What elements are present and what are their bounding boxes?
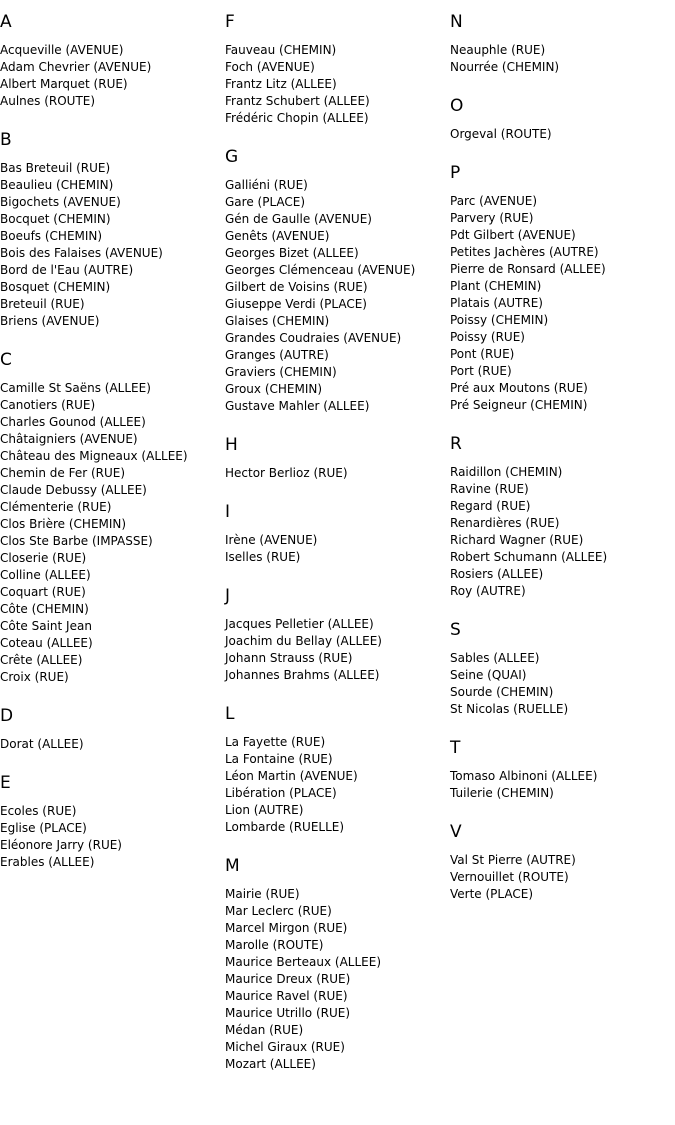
street-list-item: Ravine (RUE) bbox=[450, 482, 529, 496]
letter-section bbox=[225, 12, 450, 127]
street-list-item: Frédéric Chopin (ALLEE) bbox=[225, 111, 369, 125]
street-list bbox=[450, 464, 675, 600]
street-list-item: Irène (AVENUE) bbox=[225, 533, 318, 547]
street-list-item: Bosquet (CHEMIN) bbox=[0, 280, 111, 294]
street-list-item: Poissy (CHEMIN) bbox=[450, 313, 549, 327]
street-list-item: St Nicolas (RUELLE) bbox=[450, 702, 569, 716]
street-list-item: Sables (ALLEE) bbox=[450, 651, 540, 665]
section-letter-heading: A bbox=[0, 12, 12, 32]
street-list-item: Georges Bizet (ALLEE) bbox=[225, 246, 359, 260]
street-list-item: Canotiers (RUE) bbox=[0, 398, 96, 412]
section-letter-heading: F bbox=[225, 12, 235, 32]
section-letter-heading: I bbox=[225, 502, 231, 522]
letter-section bbox=[450, 822, 675, 903]
street-list-item: Robert Schumann (ALLEE) bbox=[450, 550, 608, 564]
street-list-item: Bocquet (CHEMIN) bbox=[0, 212, 111, 226]
street-list-item: Grandes Coudraies (AVENUE) bbox=[225, 331, 402, 345]
street-list-item: Closerie (RUE) bbox=[0, 551, 87, 565]
street-list-item: Charles Gounod (ALLEE) bbox=[0, 415, 146, 429]
street-list-item: Foch (AVENUE) bbox=[225, 60, 315, 74]
street-list-item: Roy (AUTRE) bbox=[450, 584, 526, 598]
street-list-item: Renardières (RUE) bbox=[450, 516, 560, 530]
section-letter-heading: C bbox=[0, 350, 12, 370]
street-list-item: Groux (CHEMIN) bbox=[225, 382, 323, 396]
street-list-item: Neauphle (RUE) bbox=[450, 43, 546, 57]
street-list bbox=[225, 616, 450, 684]
street-list-item: Giuseppe Verdi (PLACE) bbox=[225, 297, 367, 311]
street-list-item: Michel Giraux (RUE) bbox=[225, 1040, 345, 1054]
street-list-item: Poissy (RUE) bbox=[450, 330, 525, 344]
street-list-item: Adam Chevrier (AVENUE) bbox=[0, 60, 152, 74]
section-letter-heading: O bbox=[450, 96, 464, 116]
section-letter-heading: N bbox=[450, 12, 463, 32]
section-letter-heading: P bbox=[450, 163, 461, 183]
street-list-item: Gilbert de Voisins (RUE) bbox=[225, 280, 368, 294]
street-list-item: Colline (ALLEE) bbox=[0, 568, 91, 582]
letter-section bbox=[225, 704, 450, 836]
street-list-item: Regard (RUE) bbox=[450, 499, 531, 513]
section-letter-heading: D bbox=[0, 706, 14, 726]
street-list bbox=[225, 532, 450, 566]
street-list bbox=[450, 42, 675, 76]
index-column bbox=[450, 0, 675, 923]
letter-section bbox=[450, 434, 675, 600]
street-list bbox=[0, 803, 225, 871]
street-list bbox=[0, 160, 225, 330]
street-list-item: Pré aux Moutons (RUE) bbox=[450, 381, 588, 395]
street-list-item: Coteau (ALLEE) bbox=[0, 636, 93, 650]
street-list-item: Maurice Utrillo (RUE) bbox=[225, 1006, 351, 1020]
street-list-item: Richard Wagner (RUE) bbox=[450, 533, 584, 547]
street-list-item: Seine (QUAI) bbox=[450, 668, 527, 682]
street-list-item: Petites Jachères (AUTRE) bbox=[450, 245, 599, 259]
street-list bbox=[225, 177, 450, 415]
street-list-item: Clémenterie (RUE) bbox=[0, 500, 112, 514]
street-list-item: Croix (RUE) bbox=[0, 670, 69, 684]
section-letter-heading: V bbox=[450, 822, 462, 842]
street-list-item: Maurice Ravel (RUE) bbox=[225, 989, 348, 1003]
street-list-item: Plant (CHEMIN) bbox=[450, 279, 542, 293]
letter-section bbox=[0, 350, 225, 686]
street-list-item: Ecoles (RUE) bbox=[0, 804, 77, 818]
street-list-item: Albert Marquet (RUE) bbox=[0, 77, 128, 91]
street-list-item: Georges Clémenceau (AVENUE) bbox=[225, 263, 416, 277]
street-list-item: Beaulieu (CHEMIN) bbox=[0, 178, 114, 192]
street-list bbox=[450, 852, 675, 903]
street-list-item: Joachim du Bellay (ALLEE) bbox=[225, 634, 382, 648]
street-list-item: Châtaigniers (AVENUE) bbox=[0, 432, 138, 446]
street-list-item: Tuilerie (CHEMIN) bbox=[450, 786, 554, 800]
street-list-item: Galliéni (RUE) bbox=[225, 178, 308, 192]
street-list-item: Iselles (RUE) bbox=[225, 550, 301, 564]
index-column bbox=[0, 0, 225, 891]
street-list-item: Aulnes (ROUTE) bbox=[0, 94, 96, 108]
letter-section bbox=[450, 620, 675, 718]
street-list-item: Raidillon (CHEMIN) bbox=[450, 465, 563, 479]
letter-section bbox=[225, 586, 450, 684]
section-letter-heading: T bbox=[450, 738, 461, 758]
street-list-item: Nourrée (CHEMIN) bbox=[450, 60, 560, 74]
street-list-item: Gén de Gaulle (AVENUE) bbox=[225, 212, 372, 226]
letter-section bbox=[450, 738, 675, 802]
street-list bbox=[0, 380, 225, 686]
street-list-item: Frantz Schubert (ALLEE) bbox=[225, 94, 370, 108]
street-list-item: Boeufs (CHEMIN) bbox=[0, 229, 103, 243]
section-letter-heading: J bbox=[225, 586, 231, 606]
street-list bbox=[225, 734, 450, 836]
street-list bbox=[450, 768, 675, 802]
street-list-item: Chemin de Fer (RUE) bbox=[0, 466, 126, 480]
letter-section bbox=[0, 773, 225, 871]
letter-section bbox=[225, 147, 450, 415]
street-list-item: Coquart (RUE) bbox=[0, 585, 86, 599]
street-list-item: Pierre de Ronsard (ALLEE) bbox=[450, 262, 606, 276]
street-list-item: La Fayette (RUE) bbox=[225, 735, 326, 749]
street-list bbox=[0, 736, 225, 753]
section-letter-heading: M bbox=[225, 856, 240, 876]
section-letter-heading: S bbox=[450, 620, 461, 640]
street-list-item: Marcel Mirgon (RUE) bbox=[225, 921, 348, 935]
street-list-item: Acqueville (AVENUE) bbox=[0, 43, 124, 57]
letter-section bbox=[450, 163, 675, 414]
street-list-item: Port (RUE) bbox=[450, 364, 512, 378]
street-list-item: Bigochets (AVENUE) bbox=[0, 195, 121, 209]
section-letter-heading: R bbox=[450, 434, 462, 454]
street-list-item: Granges (AUTRE) bbox=[225, 348, 329, 362]
section-letter-heading: E bbox=[0, 773, 11, 793]
index-column bbox=[225, 0, 450, 1093]
street-list-item: Pont (RUE) bbox=[450, 347, 515, 361]
street-list bbox=[225, 886, 450, 1073]
street-list-item: Breteuil (RUE) bbox=[0, 297, 85, 311]
street-list-item: Crête (ALLEE) bbox=[0, 653, 83, 667]
street-list-item: La Fontaine (RUE) bbox=[225, 752, 333, 766]
street-list-item: Bas Breteuil (RUE) bbox=[0, 161, 111, 175]
street-list-item: Orgeval (ROUTE) bbox=[450, 127, 552, 141]
letter-section bbox=[0, 130, 225, 330]
street-list-item: Glaises (CHEMIN) bbox=[225, 314, 330, 328]
street-list-item: Frantz Litz (ALLEE) bbox=[225, 77, 337, 91]
street-list-item: Mar Leclerc (RUE) bbox=[225, 904, 332, 918]
street-list-item: Bois des Falaises (AVENUE) bbox=[0, 246, 163, 260]
street-list bbox=[450, 126, 675, 143]
section-letter-heading: B bbox=[0, 130, 12, 150]
street-list-item: Hector Berlioz (RUE) bbox=[225, 466, 348, 480]
street-list bbox=[0, 42, 225, 110]
street-list-item: Claude Debussy (ALLEE) bbox=[0, 483, 147, 497]
street-list-item: Pré Seigneur (CHEMIN) bbox=[450, 398, 588, 412]
street-list-item: Tomaso Albinoni (ALLEE) bbox=[450, 769, 598, 783]
street-list-item: Côte (CHEMIN) bbox=[0, 602, 89, 616]
street-list-item: Maurice Dreux (RUE) bbox=[225, 972, 351, 986]
street-list-item: Clos Brière (CHEMIN) bbox=[0, 517, 127, 531]
street-list-item: Pdt Gilbert (AVENUE) bbox=[450, 228, 576, 242]
street-list-item: Maurice Berteaux (ALLEE) bbox=[225, 955, 381, 969]
street-list-item: Genêts (AVENUE) bbox=[225, 229, 330, 243]
street-list bbox=[225, 42, 450, 127]
street-list-item: Eglise (PLACE) bbox=[0, 821, 87, 835]
street-list-item: Camille St Saëns (ALLEE) bbox=[0, 381, 151, 395]
street-list bbox=[225, 465, 450, 482]
street-list-item: Côte Saint Jean bbox=[0, 619, 92, 633]
letter-section bbox=[450, 12, 675, 76]
street-list-item: Parc (AVENUE) bbox=[450, 194, 538, 208]
street-list-item: Val St Pierre (AUTRE) bbox=[450, 853, 576, 867]
letter-section bbox=[450, 96, 675, 143]
section-letter-heading: G bbox=[225, 147, 239, 167]
street-list-item: Gustave Mahler (ALLEE) bbox=[225, 399, 370, 413]
street-list-item: Château des Migneaux (ALLEE) bbox=[0, 449, 188, 463]
letter-section bbox=[225, 856, 450, 1073]
street-list-item: Fauveau (CHEMIN) bbox=[225, 43, 337, 57]
street-list-item: Eléonore Jarry (RUE) bbox=[0, 838, 122, 852]
letter-section bbox=[225, 435, 450, 482]
street-list-item: Platais (AUTRE) bbox=[450, 296, 543, 310]
letter-section bbox=[0, 12, 225, 110]
section-letter-heading: H bbox=[225, 435, 238, 455]
letter-section bbox=[225, 502, 450, 566]
street-list-item: Sourde (CHEMIN) bbox=[450, 685, 554, 699]
street-list-item: Rosiers (ALLEE) bbox=[450, 567, 544, 581]
street-list-item: Mozart (ALLEE) bbox=[225, 1057, 316, 1071]
street-list-item: Briens (AVENUE) bbox=[0, 314, 100, 328]
street-list-item: Lombarde (RUELLE) bbox=[225, 820, 345, 834]
street-list-item: Erables (ALLEE) bbox=[0, 855, 95, 869]
street-list-item: Dorat (ALLEE) bbox=[0, 737, 84, 751]
street-list-item: Verte (PLACE) bbox=[450, 887, 534, 901]
street-list-item: Bord de l'Eau (AUTRE) bbox=[0, 263, 134, 277]
street-list bbox=[450, 650, 675, 718]
street-list-item: Johannes Brahms (ALLEE) bbox=[225, 668, 380, 682]
street-list-item: Johann Strauss (RUE) bbox=[225, 651, 353, 665]
street-list bbox=[450, 193, 675, 414]
letter-section bbox=[0, 706, 225, 753]
street-list-item: Médan (RUE) bbox=[225, 1023, 304, 1037]
street-list-item: Mairie (RUE) bbox=[225, 887, 300, 901]
street-list-item: Graviers (CHEMIN) bbox=[225, 365, 337, 379]
street-list-item: Gare (PLACE) bbox=[225, 195, 306, 209]
street-list-item: Jacques Pelletier (ALLEE) bbox=[225, 617, 374, 631]
street-list-item: Marolle (ROUTE) bbox=[225, 938, 324, 952]
street-list-item: Léon Martin (AVENUE) bbox=[225, 769, 358, 783]
street-list-item: Vernouillet (ROUTE) bbox=[450, 870, 569, 884]
street-list-item: Lion (AUTRE) bbox=[225, 803, 304, 817]
street-list-item: Parvery (RUE) bbox=[450, 211, 534, 225]
section-letter-heading: L bbox=[225, 704, 235, 724]
street-list-item: Libération (PLACE) bbox=[225, 786, 337, 800]
street-list-item: Clos Ste Barbe (IMPASSE) bbox=[0, 534, 153, 548]
